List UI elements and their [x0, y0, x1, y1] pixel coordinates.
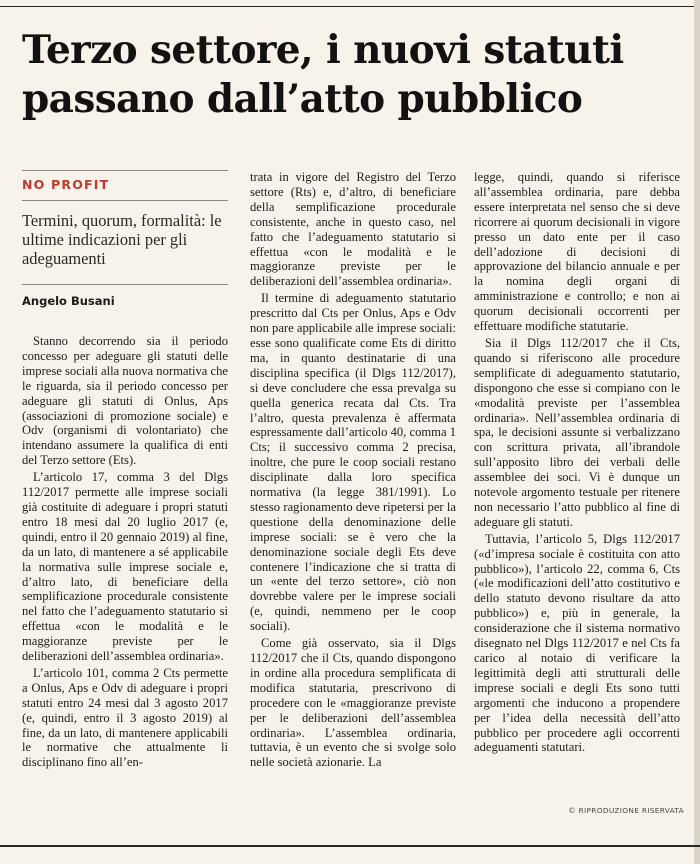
page-edge — [694, 0, 700, 864]
paragraph: Il termine di adeguamento statutario prescritto dal Cts per Onlus, Aps e Odv non pare applicabile alle imprese sociali: esse sono qualificate come Ets di diritto ma, in quanto destinatarie di una disciplina specifica (il Dlgs 112/2017), si deve concludere che essa prevalga su quella generica recata dal Cts. Tra l’altro, questa prevalenza è affermata espressamente dall’articolo 40, comma 1 Cts; il successivo comma 2 precisa, inoltre, che pure le coop sociali restano disciplinate dalla loro specifica normativa (la legge 381/1991). Lo stesso ragionamento deve ripetersi per la questione della denominazione delle imprese sociali: se è vero che la denominazione sociale degli Ets deve contenere l’indicazione che si tratta di un «ente del terzo settore», ciò non dovrebbe valere per le imprese sociali (e, quindi, nemmeno per le coop sociali). — [250, 291, 456, 634]
paragraph: Sia il Dlgs 112/2017 che il Cts, quando si riferiscono alle procedure semplificate di adeguamento statutario, dispongono che esse si compiano con le «modalità previste per l’assemblea ordinaria». Nell’assemblea ordinaria di spa, le decisioni assunte si verbalizzano con scrittura privata, all’ibrandole sull’apposito libro dei verbali delle assemblee dei soci. Vi è dunque un notevole argomento testuale per ritenere non necessario l’atto pubblico al fine di adeguare gli statuti. — [474, 335, 680, 529]
column-3 — [474, 170, 680, 757]
summary-rule — [22, 284, 228, 285]
paragraph: Come già osservato, sia il Dlgs 112/2017 che il Cts, quando dispongono in ordine alla procedura semplificata di modifica statutaria, prescrivono di procedere con le «maggioranze previste per le deliberazioni dell’assemblea ordinaria». L’assemblea ordinaria, tuttavia, è un evento che si svolge solo nelle società azionarie. La — [250, 636, 456, 770]
column-1 — [22, 334, 228, 772]
byline: Angelo Busani — [22, 294, 115, 308]
bottom-rule — [0, 845, 700, 847]
column-2 — [250, 170, 456, 772]
headline: Terzo settore, i nuovi statuti passano dall’atto pubblico — [22, 27, 624, 122]
copyright-notice: © RIPRODUZIONE RISERVATA — [568, 806, 684, 815]
kicker-top-rule — [22, 170, 228, 171]
paragraph: Stanno decorrendo sia il periodo concesso per adeguare gli statuti delle imprese sociali alla nuova normativa che le riguarda, sia il periodo concesso per adeguare gli statuti di Onlus, Aps (associazioni di promozione sociale) e Odv (organismi di volontariato) che intendano assumere la qualifica di enti del Terzo settore (Ets). — [22, 334, 228, 468]
top-rule — [0, 6, 700, 7]
section-kicker: NO PROFIT — [22, 177, 110, 192]
summary: Termini, quorum, formalità: le ultime indicazioni per gli adeguamenti — [22, 211, 222, 268]
paragraph: Tuttavia, l’articolo 5, Dlgs 112/2017 («d’impresa sociale è costituita con atto pubblico»), l’articolo 22, comma 6, Cts («le modificazioni dell’atto costitutivo e dello statuto devono risultare da atto pubblico») e, più in generale, la considerazione che il sistema normativo disegnato nel Dlgs 112/2017 e nel Cts fa carico al notaio di verificare la legittimità degli atti strutturali delle imprese sociali e degli Ets sono tutti argomenti che inducono a propendere per l’idea della necessità dell’atto pubblico per procedere agli occorrenti adeguamenti statutari. — [474, 531, 680, 755]
kicker-bottom-rule — [22, 200, 228, 201]
paragraph: legge, quindi, quando si riferisce all’assemblea ordinaria, pare debba essere interpretata nel senso che si deve ricorrere ai quorum decisionali in vigore presso un dato ente per il caso dell’adozione di decisioni di approvazione del bilancio annuale e per la nomina degli organi di amministrazione e controllo; e non ai quorum decisionali occorrenti per effettuare modifiche statutarie. — [474, 170, 680, 334]
paragraph: L’articolo 101, comma 2 Cts permette a Onlus, Aps e Odv di adeguare i propri statuti entro 24 mesi dal 3 agosto 2017 (e, quindi, entro il 3 agosto 2019) al fine, da un lato, di mantenere applicabili le normative che attualmente li disciplinano fino all’en- — [22, 665, 228, 770]
paragraph: trata in vigore del Registro del Terzo settore (Rts) e, d’altro, di beneficiare della semplificazione procedurale consistente, anche in questo caso, nel fatto che l’adeguamento statutario si effettua «con le modalità e le maggioranze previste per le deliberazioni dell’assemblea ordinaria». — [250, 170, 456, 289]
paragraph: L’articolo 17, comma 3 del Dlgs 112/2017 permette alle imprese sociali già costituite di adeguare i propri statuti entro 18 mesi dal 20 luglio 2017 (e, quindi, entro il 20 gennaio 2019) al fine, da un lato, di mantenere a sé applicabile la normativa sulle imprese sociale e, d’altro lato, di beneficiare della semplificazione procedurale consistente nel fatto che l’adeguamento statutario si effettua «con le modalità e le maggioranze previste per le deliberazioni dell’assemblea ordinaria». — [22, 470, 228, 664]
